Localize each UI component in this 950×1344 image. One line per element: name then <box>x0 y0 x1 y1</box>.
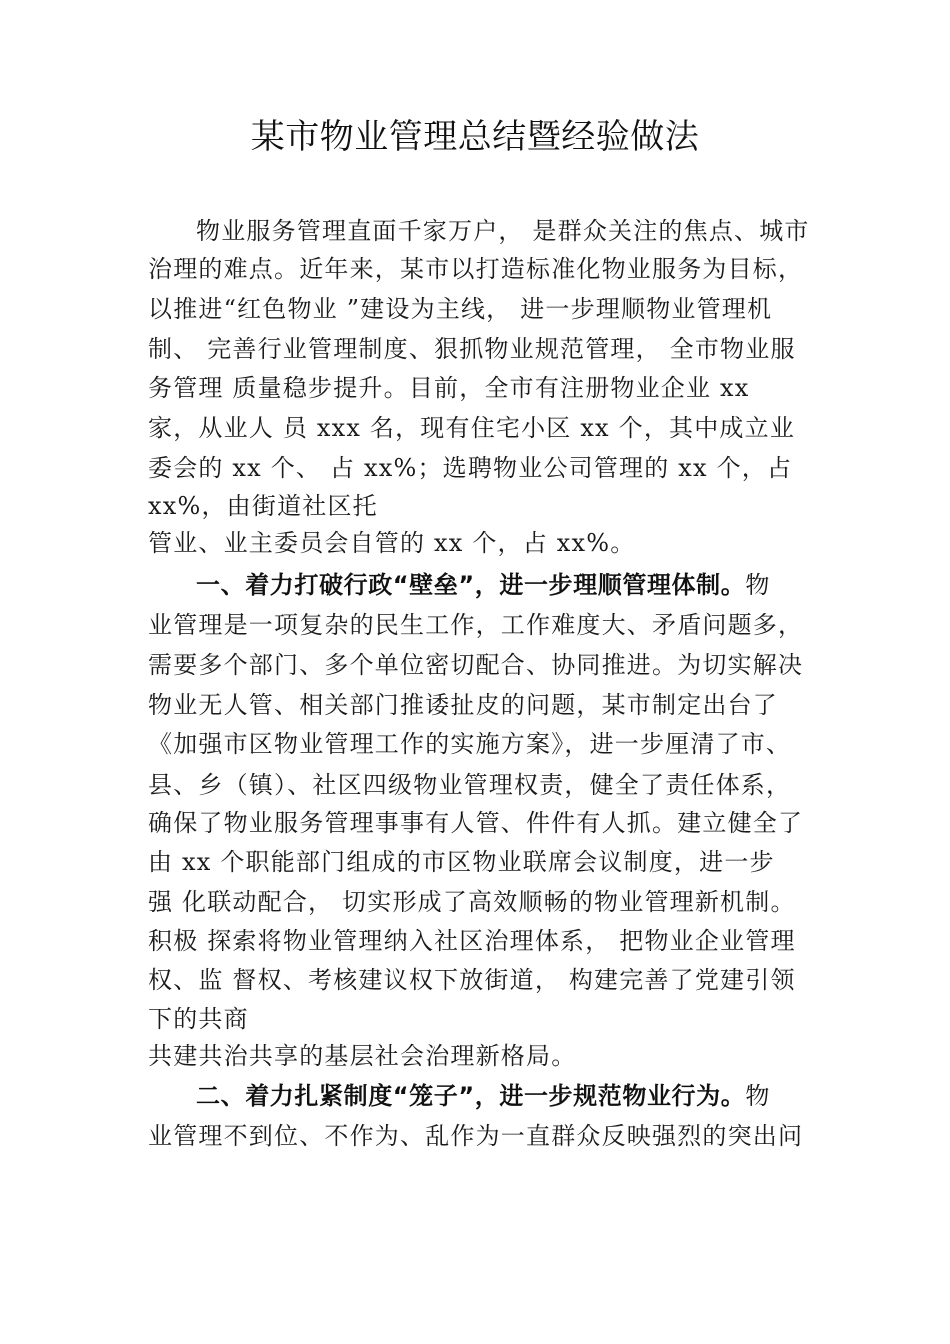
section-2-heading: 二、着力扎紧制度“笼子”，进一步规范物业行为。 <box>196 1082 746 1110</box>
intro-line: 务管理 质量稳步提升。目前，全市有注册物业企业 xx <box>148 374 750 402</box>
intro-line: 家，从业人 员 xxx 名，现有住宅小区 xx 个，其中成立业 <box>148 414 796 442</box>
section-1-line: 共建共治共享的基层社会治理新格局。 <box>148 1042 577 1070</box>
intro-line: 管业、业主委员会自管的 xx 个，占 xx%。 <box>148 529 636 557</box>
section-1-line: 强 化联动配合， 切实形成了高效顺畅的物业管理新机制。 <box>148 888 796 916</box>
section-1-line: 需要多个部门、多个单位密切配合、协同推进。为切实解决 <box>148 651 804 679</box>
section-1-line: 权、监 督权、考核建议权下放街道， 构建完善了党建引领 <box>148 966 796 994</box>
intro-line: xx%，由街道社区托 <box>148 492 378 520</box>
section-1-line: 物业无人管、相关部门推诿扯皮的问题，某市制定出台了 <box>148 691 778 719</box>
intro-line: 制、 完善行业管理制度、狠抓物业规范管理， 全市物业服 <box>148 335 796 363</box>
section-1-line: 业管理是一项复杂的民生工作，工作难度大、矛盾问题多， <box>148 611 804 639</box>
document-title: 某市物业管理总结暨经验做法 <box>250 117 700 157</box>
section-1-line: 积极 探索将物业管理纳入社区治理体系， 把物业企业管理 <box>148 927 796 955</box>
section-2-line: 业管理不到位、不作为、乱作为一直群众反映强烈的突出问 <box>148 1122 804 1150</box>
section-1-line: 确保了物业服务管理事事有人管、件件有人抓。建立健全了 <box>148 809 804 837</box>
section-1-heading: 一、着力打破行政“壁垒”，进一步理顺管理体制。 <box>196 571 746 599</box>
section-1-line: 县、乡（镇）、社区四级物业管理权责，健全了责任体系， <box>148 771 792 799</box>
section-1-first-line <box>196 567 886 603</box>
section-1-heading-tail: 物 <box>745 571 771 599</box>
section-2-first-line <box>196 1078 886 1114</box>
section-1-line: 由 xx 个职能部门组成的市区物业联席会议制度，进一步 <box>148 848 775 876</box>
intro-line: 治理的难点。近年来，某市以打造标准化物业服务为目标， <box>148 255 804 283</box>
intro-line: 物业服务管理直面千家万户， 是群众关注的焦点、城市 <box>196 217 810 245</box>
section-1-line: 《加强市区物业管理工作的实施方案》，进一步厘清了市、 <box>148 730 792 758</box>
intro-line: 以推进“红色物业 ”建设为主线， 进一步理顺物业管理机 <box>148 295 773 323</box>
intro-line: 委会的 xx 个、 占 xx%；选聘物业公司管理的 xx 个，占 <box>148 454 793 482</box>
section-2-heading-tail: 物 <box>745 1082 771 1110</box>
section-1-line: 下的共商 <box>148 1005 249 1033</box>
